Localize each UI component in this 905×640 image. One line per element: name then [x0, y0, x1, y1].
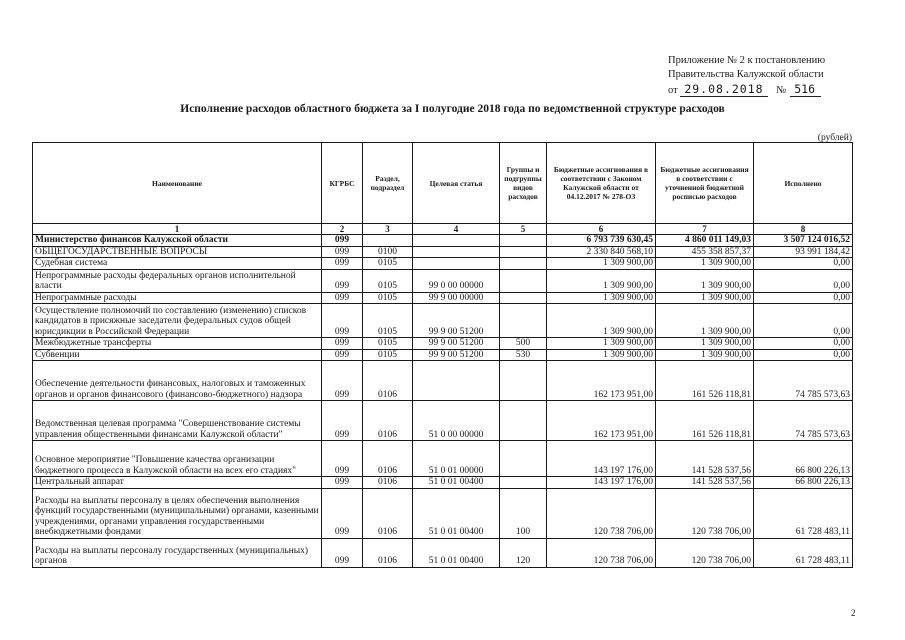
row-law-amount: 2 330 840 568,10: [547, 246, 656, 258]
row-expense-group: [500, 292, 547, 304]
row-target-article: 51 0 01 00400: [413, 488, 500, 538]
column-number: 1: [33, 224, 322, 235]
row-executed-amount: 0,00: [754, 258, 853, 270]
row-kgrbs: 099: [322, 246, 363, 258]
column-number: 7: [656, 224, 754, 235]
row-expense-group: 100: [500, 488, 547, 538]
row-target-article: 99 9 00 51200: [413, 349, 500, 361]
column-number: 8: [754, 224, 853, 235]
row-law-amount: 6 793 739 630,45: [547, 235, 656, 247]
row-executed-amount: 61 728 483,11: [754, 538, 853, 567]
row-expense-group: [500, 401, 547, 441]
row-kgrbs: 099: [322, 538, 363, 567]
table-row: [33, 441, 853, 477]
row-plan-amount: 455 358 857,37: [656, 246, 754, 258]
table-row: [33, 246, 853, 258]
table-row: [33, 269, 853, 292]
row-target-article: 51 0 01 00400: [413, 477, 500, 489]
date-prefix: от: [668, 85, 678, 96]
row-expense-group: 500: [500, 338, 547, 350]
header-law-allocations: Бюджетные ассигнования в соответствии с Законом Калужской области от 04.12.2017 № 278-ОЗ: [547, 143, 656, 224]
row-plan-amount: 141 528 537,56: [656, 441, 754, 477]
row-target-article: [413, 246, 500, 258]
row-name: Ведомственная целевая программа "Совершенствование системы управления общественными финансами Калужской области": [33, 401, 322, 441]
row-name: Непрограммные расходы: [33, 292, 322, 304]
row-section: 0105: [363, 338, 413, 350]
row-kgrbs: 099: [322, 235, 363, 247]
table-row: [33, 349, 853, 361]
row-plan-amount: 1 309 900,00: [656, 258, 754, 270]
table-body: [33, 235, 853, 568]
row-executed-amount: 0,00: [754, 292, 853, 304]
table-row: [33, 258, 853, 270]
row-plan-amount: 1 309 900,00: [656, 269, 754, 292]
row-kgrbs: 099: [322, 477, 363, 489]
header-name: Наименование: [33, 143, 322, 224]
row-executed-amount: 0,00: [754, 304, 853, 338]
row-name: ОБЩЕГОСУДАРСТВЕННЫЕ ВОПРОСЫ: [33, 246, 322, 258]
row-executed-amount: 74 785 573,63: [754, 361, 853, 401]
units-label: (рублей): [817, 133, 852, 143]
row-plan-amount: 1 309 900,00: [656, 338, 754, 350]
header-kgrbs: КГРБС: [322, 143, 363, 224]
row-executed-amount: 74 785 573,63: [754, 401, 853, 441]
row-section: 0106: [363, 361, 413, 401]
column-number: 4: [413, 224, 500, 235]
header-refined-allocations: Бюджетные ассигнования в соответствии с уточненной бюджетной росписью расходов: [656, 143, 754, 224]
row-section: 0105: [363, 304, 413, 338]
column-number-row: [33, 224, 853, 235]
row-expense-group: [500, 477, 547, 489]
row-law-amount: 1 309 900,00: [547, 349, 656, 361]
row-section: 0105: [363, 349, 413, 361]
number-prefix: №: [776, 85, 787, 96]
row-law-amount: 143 197 176,00: [547, 441, 656, 477]
table-row: [33, 477, 853, 489]
row-plan-amount: 120 738 706,00: [656, 488, 754, 538]
row-plan-amount: 161 526 118,81: [656, 361, 754, 401]
row-section: 0105: [363, 269, 413, 292]
row-section: 0106: [363, 488, 413, 538]
table-row: [33, 538, 853, 567]
row-expense-group: [500, 269, 547, 292]
row-target-article: [413, 235, 500, 247]
row-kgrbs: 099: [322, 401, 363, 441]
column-number: 6: [547, 224, 656, 235]
row-executed-amount: 0,00: [754, 269, 853, 292]
row-section: 0106: [363, 401, 413, 441]
table-row: [33, 235, 853, 247]
row-name: Основное мероприятие "Повышение качества организации бюджетного процесса в Калужской области на всех его стадиях": [33, 441, 322, 477]
column-number: 3: [363, 224, 413, 235]
header-executed: Исполнено: [754, 143, 853, 224]
row-law-amount: 1 309 900,00: [547, 258, 656, 270]
column-number: 5: [500, 224, 547, 235]
row-law-amount: 143 197 176,00: [547, 477, 656, 489]
row-kgrbs: 099: [322, 441, 363, 477]
row-law-amount: 162 173 951,00: [547, 361, 656, 401]
row-name: Межбюджетные трансферты: [33, 338, 322, 350]
row-kgrbs: 099: [322, 338, 363, 350]
row-section: 0100: [363, 246, 413, 258]
page-number: 2: [851, 608, 856, 618]
table-row: [33, 304, 853, 338]
row-target-article: 51 0 01 00000: [413, 441, 500, 477]
row-executed-amount: 93 991 184,42: [754, 246, 853, 258]
row-section: 0106: [363, 477, 413, 489]
row-executed-amount: 66 800 226,13: [754, 477, 853, 489]
column-number: 2: [322, 224, 363, 235]
row-target-article: 51 0 00 00000: [413, 401, 500, 441]
row-name: Субвенции: [33, 349, 322, 361]
row-target-article: 99 9 00 00000: [413, 292, 500, 304]
row-section: 0105: [363, 258, 413, 270]
row-expense-group: 530: [500, 349, 547, 361]
appendix-block: [668, 54, 825, 98]
row-kgrbs: 099: [322, 304, 363, 338]
header-row: [33, 143, 853, 224]
row-executed-amount: 0,00: [754, 338, 853, 350]
table-row: [33, 338, 853, 350]
row-expense-group: [500, 441, 547, 477]
row-target-article: 99 9 00 51200: [413, 304, 500, 338]
header-section: Раздел, подраздел: [363, 143, 413, 224]
row-target-article: 99 0 00 00000: [413, 269, 500, 292]
row-name: Расходы на выплаты персоналу государственных (муниципальных) органов: [33, 538, 322, 567]
row-expense-group: [500, 258, 547, 270]
row-plan-amount: 1 309 900,00: [656, 349, 754, 361]
row-expense-group: [500, 361, 547, 401]
budget-table: [32, 142, 853, 568]
row-target-article: 51 0 01 00400: [413, 538, 500, 567]
row-name: Министерство финансов Калужской области: [33, 235, 322, 247]
appendix-line-3: [668, 82, 825, 98]
table-row: [33, 361, 853, 401]
row-section: 0106: [363, 538, 413, 567]
resolution-number: 516: [790, 82, 821, 97]
row-plan-amount: 161 526 118,81: [656, 401, 754, 441]
row-name: Непрограммные расходы федеральных органов исполнительной власти: [33, 269, 322, 292]
row-name: Осуществление полномочий по составлению (изменению) списков кандидатов в присяжные заседатели федеральных судов общей юрисдикции в Российской Федерации: [33, 304, 322, 338]
row-section: [363, 235, 413, 247]
row-plan-amount: 120 738 706,00: [656, 538, 754, 567]
row-name: Судебная система: [33, 258, 322, 270]
row-executed-amount: 0,00: [754, 349, 853, 361]
row-executed-amount: 66 800 226,13: [754, 441, 853, 477]
row-law-amount: 1 309 900,00: [547, 304, 656, 338]
row-kgrbs: 099: [322, 361, 363, 401]
document-title: Исполнение расходов областного бюджета за I полугодие 2018 года по ведомственной структуре расходов: [180, 103, 725, 115]
row-law-amount: 1 309 900,00: [547, 269, 656, 292]
row-section: 0106: [363, 441, 413, 477]
row-target-article: [413, 361, 500, 401]
appendix-line-1: Приложение № 2 к постановлению: [668, 55, 826, 66]
row-law-amount: 120 738 706,00: [547, 538, 656, 567]
row-kgrbs: 099: [322, 269, 363, 292]
row-law-amount: 1 309 900,00: [547, 292, 656, 304]
appendix-line-2: Правительства Калужской области: [668, 69, 824, 80]
table-row: [33, 292, 853, 304]
row-plan-amount: 1 309 900,00: [656, 292, 754, 304]
row-name: Обеспечение деятельности финансовых, налоговых и таможенных органов и органов финансового (финансово-бюджетного) надзора: [33, 361, 322, 401]
row-plan-amount: 4 860 011 149,03: [656, 235, 754, 247]
row-law-amount: 120 738 706,00: [547, 488, 656, 538]
row-kgrbs: 099: [322, 488, 363, 538]
resolution-date: 29.08.2018: [680, 82, 767, 97]
row-executed-amount: 61 728 483,11: [754, 488, 853, 538]
row-expense-group: [500, 304, 547, 338]
row-target-article: [413, 258, 500, 270]
row-kgrbs: 099: [322, 292, 363, 304]
row-law-amount: 162 173 951,00: [547, 401, 656, 441]
row-target-article: 99 9 00 51200: [413, 338, 500, 350]
row-name: Расходы на выплаты персоналу в целях обеспечения выполнения функций государственными (муниципальными) органами, казенными учреждениями, органами управления государственными внебюджетными фондами: [33, 488, 322, 538]
table-row: [33, 401, 853, 441]
row-plan-amount: 141 528 537,56: [656, 477, 754, 489]
row-executed-amount: 3 507 124 016,52: [754, 235, 853, 247]
row-section: 0105: [363, 292, 413, 304]
header-expense-groups: Группы и подгруппы видов расходов: [500, 143, 547, 224]
row-expense-group: [500, 246, 547, 258]
header-target-article: Целевая статья: [413, 143, 500, 224]
table-row: [33, 488, 853, 538]
row-kgrbs: 099: [322, 258, 363, 270]
row-plan-amount: 1 309 900,00: [656, 304, 754, 338]
row-kgrbs: 099: [322, 349, 363, 361]
row-law-amount: 1 309 900,00: [547, 338, 656, 350]
row-expense-group: [500, 235, 547, 247]
row-name: Центральный аппарат: [33, 477, 322, 489]
row-expense-group: 120: [500, 538, 547, 567]
